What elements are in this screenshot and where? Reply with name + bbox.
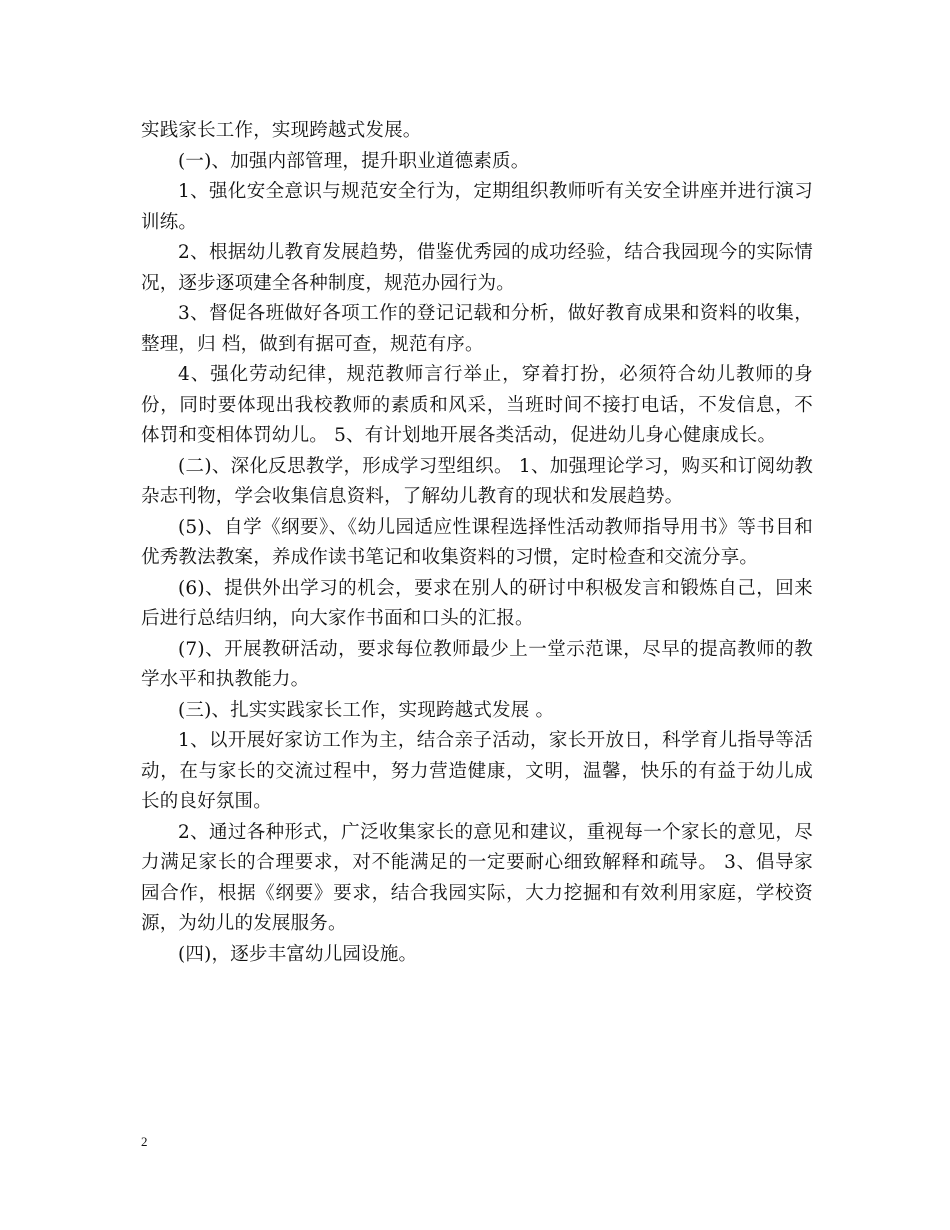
section-heading-2: (二)、深化反思教学，形成学习型组织。 1、加强理论学习，购买和订阅幼教杂志刊物，学会收集信息资料，了解幼儿教育的现状和发展趋势。 [141,455,813,507]
paragraph: (7)、开展教研活动，要求每位教师最少上一堂示范课，尽早的提高教师的教学水平和执教能力。 [141,638,813,690]
paragraph: 实践家长工作，实现跨越式发展。 [141,120,422,141]
paragraph: 1、以开展好家访工作为主，结合亲子活动，家长开放日，科学育儿指导等活动，在与家长的交流过程中，努力营造健康，文明，温馨，快乐的有益于幼儿成长的良好氛围。 [141,730,813,812]
document-body [141,116,813,970]
section-heading-1: (一)、加强内部管理，提升职业道德素质。 [178,150,530,172]
paragraph: (5)、自学《纲要》、《幼儿园适应性课程选择性活动教师指导用书》等书目和优秀教法教案，养成作读书笔记和收集资料的习惯，定时检查和交流分享。 [141,516,813,568]
paragraph: 3、督促各班做好各项工作的登记记载和分析，做好教育成果和资料的收集，整理，归 档，做到有据可查，规范有序。 [141,303,813,355]
section-heading-4: (四)，逐步丰富幼儿园设施。 [178,943,418,965]
section-heading-3: (三)、扎实实践家长工作，实现跨越式发展 。 [178,699,555,721]
paragraph: 1、强化安全意识与规范安全行为，定期组织教师听有关安全讲座并进行演习训练。 [141,181,813,233]
page-number: 2 [141,1134,148,1149]
paragraph: (6)、提供外出学习的机会，要求在别人的研讨中积极发言和锻炼自己，回来后进行总结归纳，向大家作书面和口头的汇报。 [141,577,813,629]
paragraph: 2、根据幼儿教育发展趋势，借鉴优秀园的成功经验，结合我园现今的实际情况，逐步逐项建全各种制度，规范办园行为。 [141,242,813,294]
paragraph: 2、通过各种形式，广泛收集家长的意见和建议，重视每一个家长的意见，尽力满足家长的合理要求，对不能满足的一定要耐心细致解释和疏导。 3、倡导家园合作，根据《纲要》要求，结合我园实际，大力挖掘和有效利用家庭，学校资源，为幼儿的发展服务。 [141,821,813,934]
paragraph: 4、强化劳动纪律，规范教师言行举止，穿着打扮，必须符合幼儿教师的身份，同时要体现出我校教师的素质和风采，当班时间不接打电话，不发信息，不体罚和变相体罚幼儿。 5、有计划地开展各类活动，促进幼儿身心健康成长。 [141,364,813,446]
